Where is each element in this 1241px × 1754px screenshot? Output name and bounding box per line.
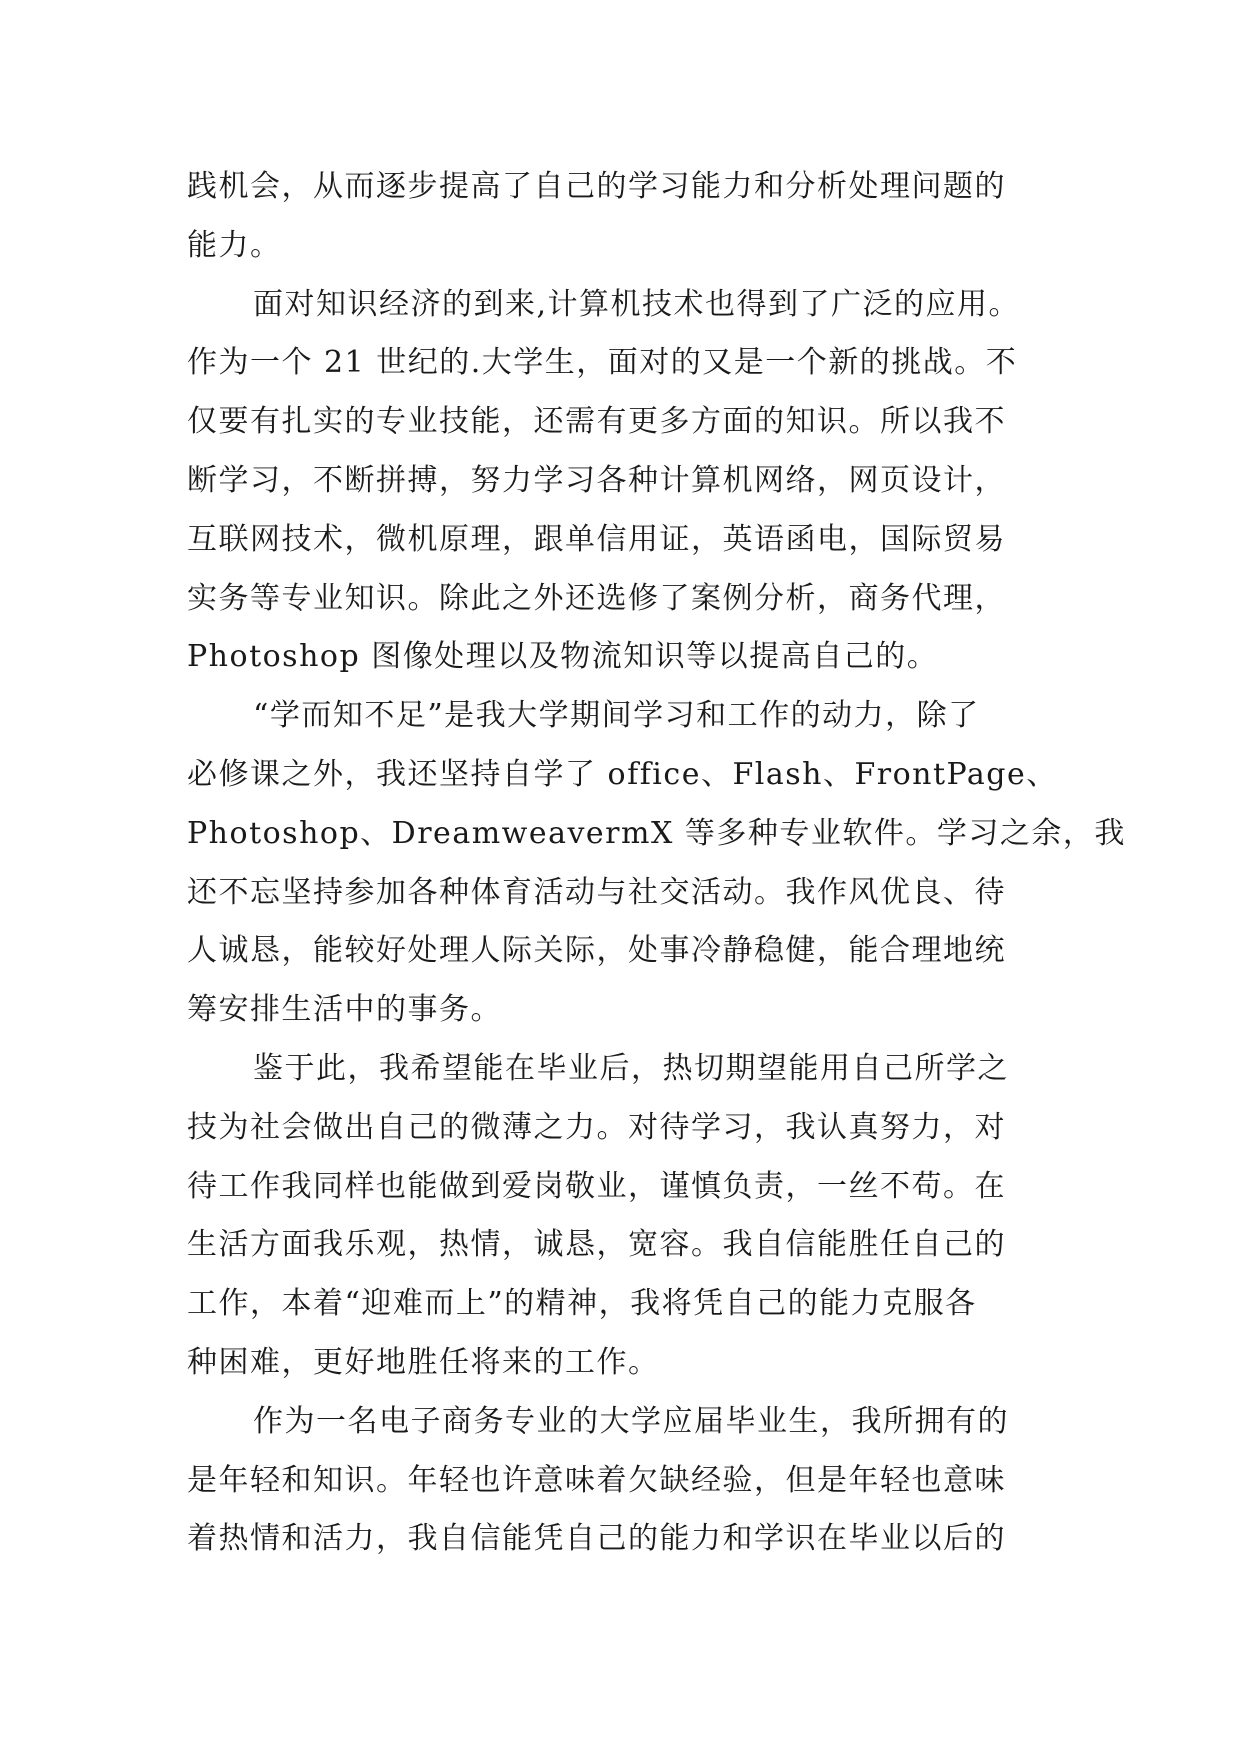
text-line: 筹安排生活中的事务。 xyxy=(187,992,502,1028)
text-line: 还不忘坚持参加各种体育活动与社交活动。我作风优良、待 xyxy=(187,874,1006,910)
paragraph-first-line: 作为一名电子商务专业的大学应届毕业生，我所拥有的 xyxy=(253,1403,1009,1439)
text-line: 必修课之外，我还坚持自学了 office、Flash、FrontPage、 xyxy=(187,756,1058,792)
body-text xyxy=(187,158,1126,1569)
text-line: 待工作我同样也能做到爱岗敬业，谨慎负责，一丝不苟。在 xyxy=(187,1168,1006,1204)
text-line: 能力。 xyxy=(187,227,282,263)
text-line: Photoshop 图像处理以及物流知识等以提高自己的。 xyxy=(187,639,939,675)
text-line: 作为一个 21 世纪的.大学生，面对的又是一个新的挑战。不 xyxy=(187,345,1018,381)
text-line: 生活方面我乐观，热情，诚恳，宽容。我自信能胜任自己的 xyxy=(187,1227,1006,1263)
paragraph-first-line: 鉴于此，我希望能在毕业后，热切期望能用自己所学之 xyxy=(253,1050,1009,1086)
text-line: 着热情和活力，我自信能凭自己的能力和学识在毕业以后的 xyxy=(187,1521,1006,1557)
text-line: 互联网技术，微机原理，跟单信用证，英语函电，国际贸易 xyxy=(187,521,1006,557)
text-line: 断学习，不断拼搏，努力学习各种计算机网络，网页设计， xyxy=(187,462,1006,498)
text-line: 技为社会做出自己的微薄之力。对待学习，我认真努力，对 xyxy=(187,1109,1006,1145)
text-line: 践机会，从而逐步提高了自己的学习能力和分析处理问题的 xyxy=(187,169,1006,204)
text-line: 工作，本着“迎难而上”的精神，我将凭自己的能力克服各 xyxy=(187,1286,977,1322)
paragraph-first-line: 面对知识经济的到来,计算机技术也得到了广泛的应用。 xyxy=(253,286,1021,322)
text-line: 是年轻和知识。年轻也许意味着欠缺经验，但是年轻也意味 xyxy=(187,1462,1006,1498)
text-line: 人诚恳，能较好处理人际关际，处事冷静稳健，能合理地统 xyxy=(187,933,1006,969)
text-line: Photoshop、DreamweavermX 等多种专业软件。学习之余，我 xyxy=(187,815,1126,851)
paragraph-first-line: “学而知不足”是我大学期间学习和工作的动力，除了 xyxy=(253,698,980,734)
text-line: 仅要有扎实的专业技能，还需有更多方面的知识。所以我不 xyxy=(187,404,1006,440)
text-line: 种困难，更好地胜任将来的工作。 xyxy=(187,1344,660,1380)
text-line: 实务等专业知识。除此之外还选修了案例分析，商务代理， xyxy=(187,580,1006,616)
